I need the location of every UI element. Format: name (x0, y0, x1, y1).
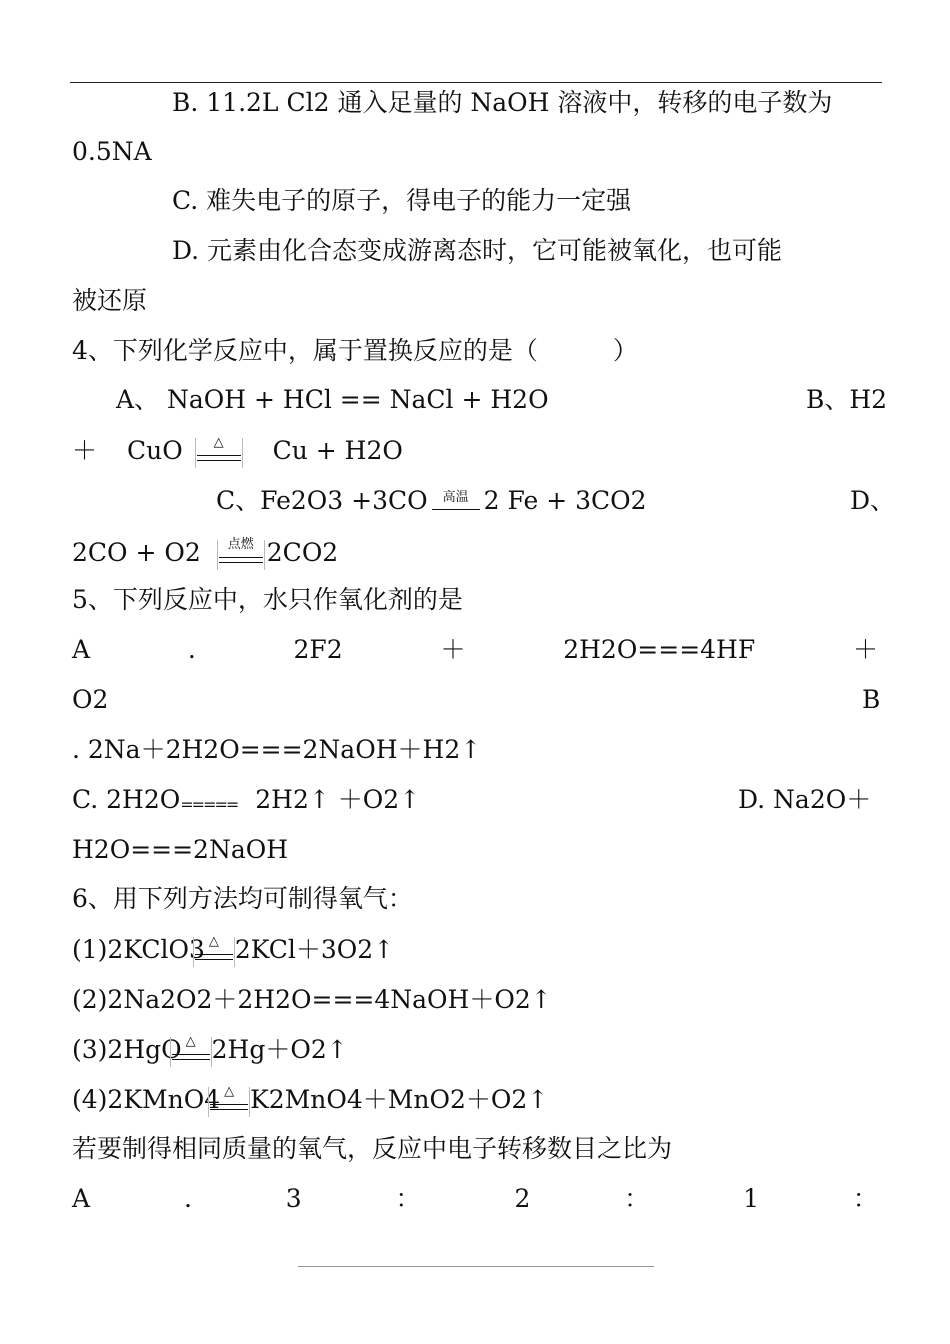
q3-option-b-line2: 0.5NA (72, 137, 152, 166)
q3-option-d-line1: D. 元素由化合态变成游离态时，它可能被氧化，也可能 (172, 236, 783, 265)
q4-option-d (72, 538, 338, 570)
q3-option-b-line1: B. 11.2L Cl2 通入足量的 NaOH 溶液中，转移的电子数为 (172, 88, 833, 117)
q6-r4-lhs: (4)2KMnO4 (72, 1085, 221, 1114)
footer-rule (298, 1266, 654, 1267)
heat-condition: △ (170, 1037, 212, 1067)
q5-a-part: ＋ (852, 635, 878, 664)
q6-r4-rhs: K2MnO4＋MnO2＋O2↑ (250, 1085, 549, 1114)
q4-option-d-rhs: 2CO2 (266, 538, 339, 567)
q6-r3-rhs: 2Hg＋O2↑ (211, 1035, 348, 1064)
high-temp-condition: 高温 (430, 488, 482, 518)
q6-a-part: ： (624, 1184, 650, 1213)
q6-a-part: 1 (743, 1184, 760, 1213)
header-rule (70, 82, 882, 83)
q6-a-part: 2 (514, 1184, 531, 1213)
q3-option-d-line2: 被还原 (72, 286, 148, 315)
q6-a-part: 3 (285, 1184, 302, 1213)
q3-option-c: C. 难失电子的原子，得电子的能力一定强 (172, 186, 632, 215)
q4-stem: 4、下列化学反应中，属于置换反应的是（ ） (72, 336, 638, 365)
q4-option-b-rhs: Cu + H2O (272, 436, 403, 465)
q6-reaction-2: (2)2Na2O2＋2H2O===4NaOH＋O2↑ (72, 985, 552, 1014)
q5-a-part: 2F2 (293, 635, 343, 664)
q6-option-a (72, 1184, 878, 1214)
q4-option-c-lhs: C、Fe2O3 +3CO (216, 486, 428, 515)
heat-condition: △ (208, 1087, 250, 1117)
q5-option-b: . 2Na＋2H2O===2NaOH＋H2↑ (72, 735, 482, 764)
q4-option-a: A、 NaOH + HCl == NaCl + H2O (116, 385, 549, 414)
q5-option-c-lhs: C. 2H2O (72, 785, 181, 814)
q4-option-d-lhs: 2CO + O2 (72, 538, 201, 567)
q6-reaction-1 (72, 935, 394, 967)
q4-option-b-lhs: CuO (126, 436, 183, 465)
q4-option-b-equation (72, 436, 403, 468)
q5-option-c (72, 785, 420, 820)
q6-r1-lhs: (1)2KClO3 (72, 935, 205, 964)
heat-condition: △ (193, 937, 235, 967)
q5-a-part: A (72, 635, 91, 664)
q5-option-a (72, 635, 878, 665)
q4-option-d-label: D、 (850, 486, 896, 515)
q5-stem: 5、下列反应中，水只作氧化剂的是 (72, 585, 463, 614)
q4-option-c (216, 486, 647, 518)
q6-a-part: ： (395, 1184, 421, 1213)
q6-reaction-3 (72, 1035, 348, 1067)
heat-condition: △ (195, 438, 243, 468)
q6-a-part: ： (852, 1184, 878, 1213)
q5-a-part: . (187, 635, 196, 664)
q5-a-part: 2H2O===4HF (563, 635, 756, 664)
q6-r1-rhs: 2KCl＋3O2↑ (234, 935, 395, 964)
q5-option-a-line2: O2 (72, 685, 109, 714)
q5-a-part: ＋ (440, 635, 466, 664)
q4-option-c-rhs: 2 Fe + 3CO2 (483, 486, 647, 515)
q4-option-b-label: B、H2 (806, 385, 888, 414)
q4-option-b-plus: ＋ (72, 436, 98, 465)
q5-option-d: D. Na2O＋ (738, 785, 872, 814)
q6-a-part: . (183, 1184, 192, 1213)
q5-option-d-line2: H2O===2NaOH (72, 835, 289, 864)
q6-question: 若要制得相同质量的氧气，反应中电子转移数目之比为 (72, 1134, 673, 1163)
q6-a-part: A (72, 1184, 91, 1213)
q6-stem: 6、用下列方法均可制得氧气： (72, 884, 413, 913)
ignite-condition: 点燃 (217, 540, 265, 570)
q5-option-b-label: B (862, 685, 881, 714)
q5-option-c-eq: ===== (180, 795, 238, 814)
q6-r3-lhs: (3)2HgO (72, 1035, 182, 1064)
q6-reaction-4 (72, 1085, 548, 1117)
q5-option-c-rhs: 2H2↑ ＋O2↑ (255, 785, 421, 814)
